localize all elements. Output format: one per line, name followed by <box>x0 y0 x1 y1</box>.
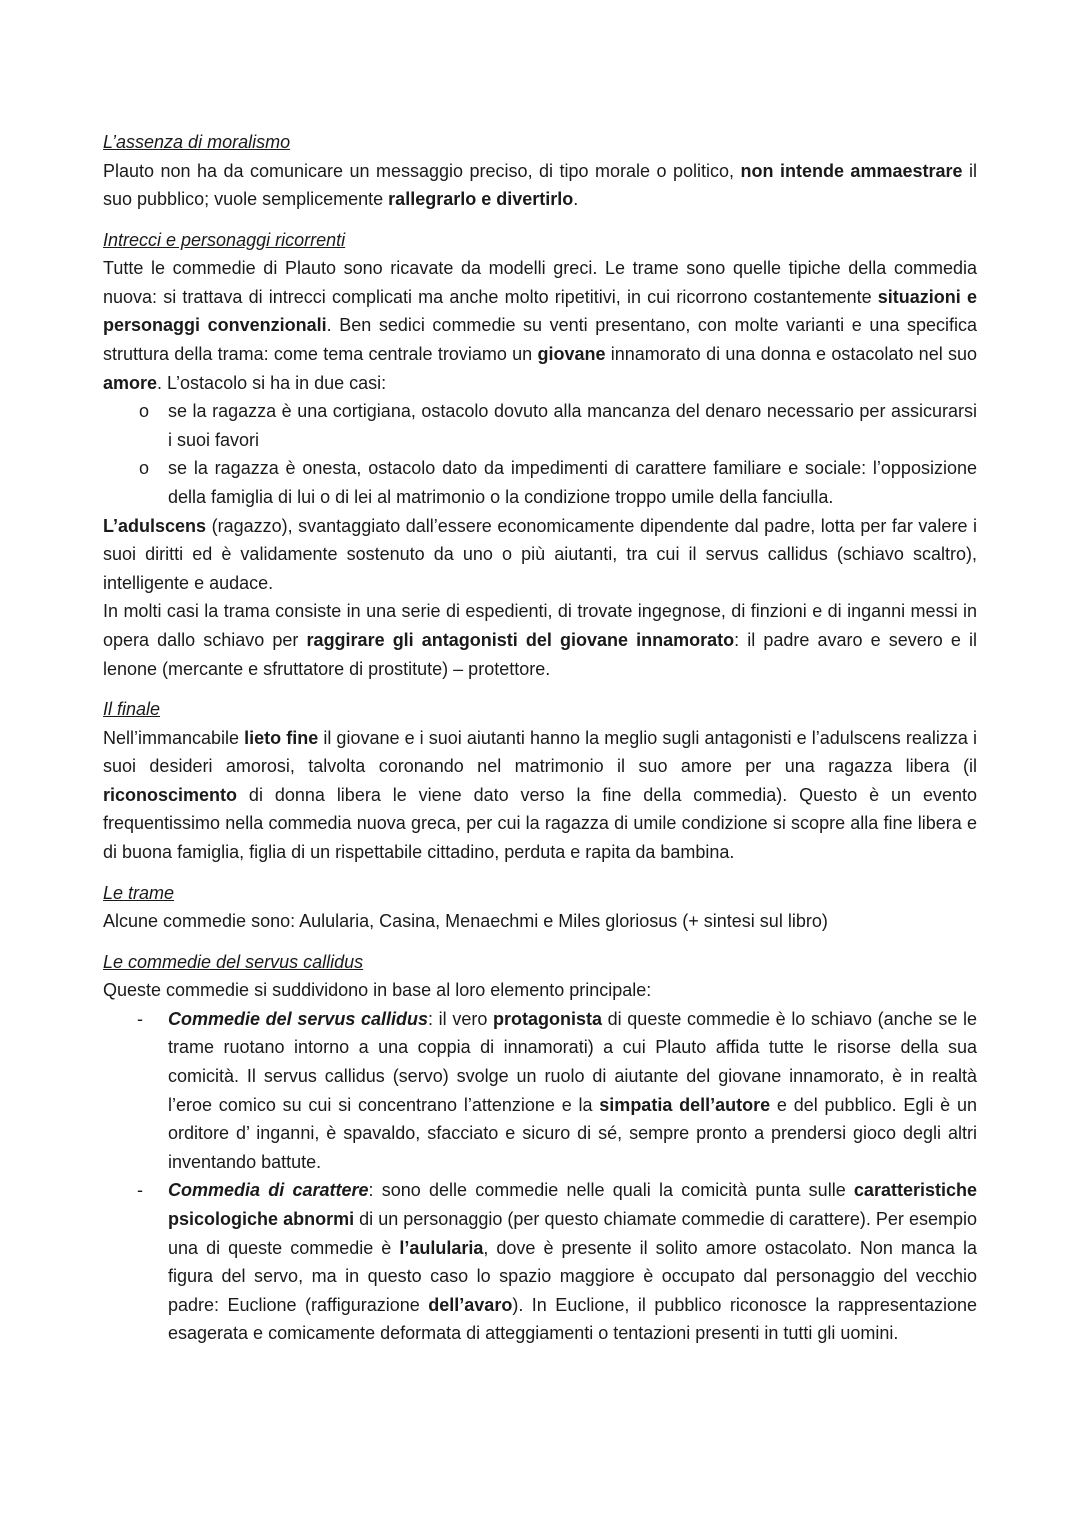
list-item: o se la ragazza è onesta, ostacolo dato da impedimenti di carattere familiare e sociale: l’opposizione della famiglia di lui o di lei al matrimonio o la condizione troppo umile della fanciulla. <box>103 454 977 511</box>
section-heading: Il finale <box>103 699 161 720</box>
section-moralismo <box>103 128 977 214</box>
paragraph: Tutte le commedie di Plauto sono ricavate da modelli greci. Le trame sono quelle tipiche della commedia nuova: si trattava di intrecci complicati ma anche molto ripetitivi, in cui ricorrono costantemente situazioni e personaggi convenzionali. Ben sedici commedie su venti presentano, con molte varianti e una specifica struttura della trama: come tema centrale troviamo un giovane innamorato di una donna e ostacolato nel suo amore. L’ostacolo si ha in due casi: <box>103 258 978 393</box>
section-heading: Le trame <box>103 882 175 903</box>
section-heading: Le commedie del servus callidus <box>103 951 364 972</box>
paragraph: In molti casi la trama consiste in una serie di espedienti, di trovate ingegnose, di finzioni e di inganni messi in opera dallo schiavo per raggirare gli antagonisti del giovane innamorato: il padre avaro e severo e il lenone (mercante e sfruttatore di prostitute) – protettore. <box>103 601 978 679</box>
section-servus-callidus <box>103 948 977 1348</box>
paragraph: Nell’immancabile lieto fine il giovane e i suoi aiutanti hanno la meglio sugli antagonisti e l’adulscens realizza i suoi desideri amorosi, talvolta coronando nel matrimonio il suo amore per una ragazza libera (il riconoscimento di donna libera le viene dato verso la fine della commedia). Questo è un evento frequentissimo nella commedia nuova greca, per cui la ragazza di umile condizione si scopre alla fine libera e di buona famiglia, figlia di un rispettabile cittadino, perduta e rapita da bambina. <box>103 727 977 862</box>
section-heading: Intrecci e personaggi ricorrenti <box>103 229 346 250</box>
bullet-list <box>103 397 977 511</box>
section-trame <box>103 879 977 936</box>
paragraph: Queste commedie si suddividono in base al loro elemento principale: <box>103 980 652 1001</box>
dash-list <box>103 1005 977 1348</box>
paragraph: L’adulscens (ragazzo), svantaggiato dall’essere economicamente dipendente dal padre, lotta per far valere i suoi diritti ed è validamente sostenuto da uno o più aiutanti, tra cui il servus callidus (schiavo scaltro), intelligente e audace. <box>103 515 977 593</box>
paragraph: Alcune commedie sono: Aulularia, Casina, Menaechmi e Miles gloriosus (+ sintesi sul libro) <box>103 911 828 932</box>
list-item: - Commedie del servus callidus: il vero protagonista di queste commedie è lo schiavo (anche se le trame ruotano intorno a una coppia di innamorati) a cui Plauto affida tutte le risorse della sua comicità. Il servus callidus (servo) svolge un ruolo di aiutante del giovane innamorato, è in realtà l’eroe comico su cui si concentrano l’attenzione e la simpatia dell’autore e del pubblico. Egli è un orditore d’ inganni, è spavaldo, sfacciato e sicuro di sé, sempre pronto a prendersi gioco degli altri inventando battute. <box>103 1005 977 1177</box>
paragraph: Plauto non ha da comunicare un messaggio preciso, di tipo morale o politico, non intende ammaestrare il suo pubblico; vuole semplicemente rallegrarlo e divertirlo. <box>103 160 977 210</box>
section-heading: L’assenza di moralismo <box>103 132 291 152</box>
list-item: - Commedia di carattere: sono delle commedie nelle quali la comicità punta sulle caratteristiche psicologiche abnormi di un personaggio (per questo chiamate commedie di carattere). Per esempio una di queste commedie è l’aulularia, dove è presente il solito amore ostacolato. Non manca la figura del servo, ma in questo caso lo spazio maggiore è occupato dal personaggio del vecchio padre: Euclione (raffigurazione dell’avaro). In Euclione, il pubblico riconosce la rappresentazione esagerata e comicamente deformata di atteggiamenti o tentazioni presenti in tutti gli uomini. <box>103 1176 977 1348</box>
section-finale <box>103 695 977 866</box>
list-item: o se la ragazza è una cortigiana, ostacolo dovuto alla mancanza del denaro necessario per assicurarsi i suoi favori <box>103 397 977 454</box>
section-intrecci <box>103 226 977 683</box>
